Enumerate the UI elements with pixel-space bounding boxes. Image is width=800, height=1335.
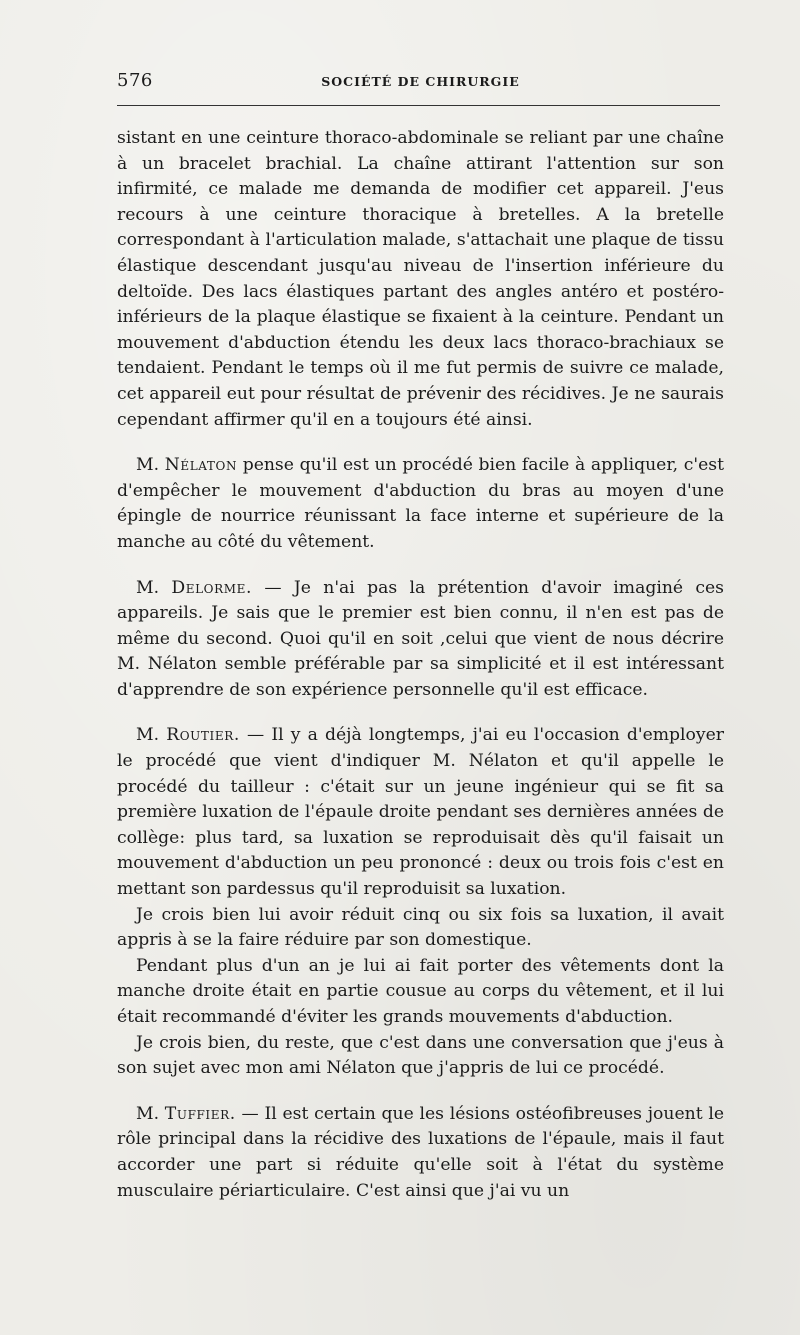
paragraph-routier-3: Pendant plus d'un an je lui ai fait porter des vêtements dont la manche droite était en partie cousue au corps du vêtement, et il lui était recommandé d'éviter les grands mouvements d'abduction.: [117, 955, 724, 1027]
paragraph-delorme: M. Delorme. — Je n'ai pas la prétention d'avoir imaginé ces appareils. Je sais que le premier est bien connu, il n'en est pas de même du second. Quoi qu'il en soit ,celui que vient de nous décrire M. Nélaton semble préférable par sa simplicité et il est intéressant d'apprendre de son expérience personnelle qu'il est efficace.: [117, 577, 724, 700]
body-text: [117, 126, 724, 1204]
header-rule: [117, 105, 720, 106]
paragraph-routier: M. Routier. — Il y a déjà longtemps, j'ai eu l'occasion d'employer le procédé que vient d'indiquer M. Nélaton et qu'il appelle le procédé du tailleur : c'était sur un jeune ingénieur qui se fit sa première luxation de l'épaule droite pendant ses dernières années de collège: plus tard, sa luxation se reproduisait dès qu'il faisait un mouvement d'abduction un peu prononcé : deux ou trois fois c'est en mettant son pardessus qu'il reproduisit sa luxation.: [117, 725, 724, 900]
paragraph-routier-4: Je crois bien, du reste, que c'est dans une conversation que j'eus à son sujet avec mon ami Nélaton que j'appris de lui ce procédé.: [117, 1032, 724, 1079]
speaker-name: Delorme.: [171, 577, 253, 598]
paragraph-tuffier: M. Tuffier. — Il est certain que les lésions ostéofibreuses jouent le rôle principal dans la récidive des luxations de l'épaule, mais il faut accorder une part si réduite qu'elle soit à l'état du système musculaire périarticulaire. C'est ainsi que j'ai vu un: [117, 1103, 725, 1201]
speaker-name: Nélaton: [164, 455, 238, 476]
page-header: [117, 70, 724, 96]
speaker-name: Routier.: [166, 725, 240, 746]
speaker-name: Tuffier.: [164, 1103, 236, 1124]
paragraph-continuation: sistant en une ceinture thoraco-abdominale se reliant par une chaîne à un bracelet brachial. La chaîne attirant l'attention sur son infirmité, ce malade me demanda de modifier cet appareil. J'eus recours à une ceinture thoracique à bretelles. A la bretelle correspondant à l'articulation malade, s'attachait une plaque de tissu élastique descendant jusqu'au niveau de l'insertion inférieure du deltoïde. Des lacs élastiques partant des angles antéro et postéro-inférieurs de la plaque élastique se fixaient à la ceinture. Pendant un mouvement d'abduction étendu les deux lacs thoraco-brachiaux se tendaient. Pendant le temps où il me fut permis de suivre ce malade, cet appareil eut pour résultat de prévenir des récidives. Je ne saurais cependant affirmer qu'il en a toujours été ainsi.: [117, 128, 724, 430]
paragraph-routier-2: Je crois bien lui avoir réduit cinq ou six fois sa luxation, il avait appris à se la faire réduire par son domestique.: [117, 904, 724, 951]
running-head: SOCIÉTÉ DE CHIRURGIE: [321, 74, 520, 89]
paragraph-nelaton: M. Nélaton pense qu'il est un procédé bien facile à appliquer, c'est d'empêcher le mouvement d'abduction du bras au moyen d'une épingle de nourrice réunissant la face interne et supérieure de la manche au côté du vêtement.: [117, 455, 725, 552]
page-number: 576: [117, 70, 153, 91]
